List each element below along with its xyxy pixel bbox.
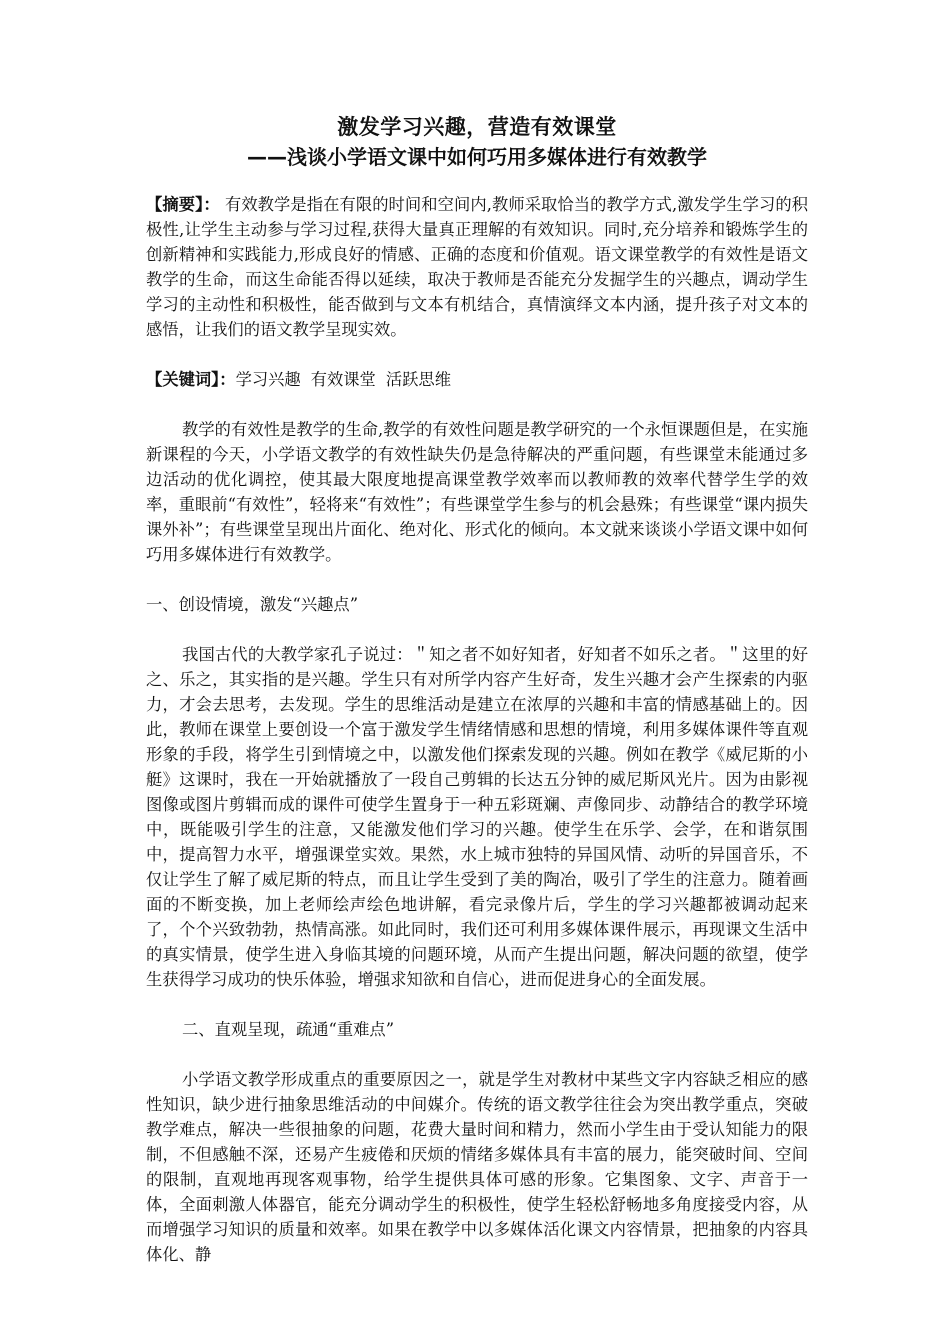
keyword-item: 活跃思维 [385,370,451,389]
abstract-colon: ： [203,195,220,214]
section-2-heading: 二、直观呈现，疏通“重难点” [182,1020,395,1039]
keyword-item: 学习兴趣 [235,370,301,389]
intro-paragraph: 教学的有效性是教学的生命,教学的有效性问题是教学研究的一个永恒课题但是，在实施新课程的今天，小学语文教学的有效性缺失仍是急待解决的严重问题，有些课堂未能通过多边活动的优化调控，使其最大限度地提高课堂教学效率而以教师教的效率代替学生学的效率，重眼前“有效性”，轻将来“有效性”；有些课堂学生参与的机会悬殊；有些课堂“课内损失课外补”；有些课堂呈现出片面化、绝对化、形式化的倾向。本文就来谈谈小学语文课中如何巧用多媒体进行有效教学。 [146,420,808,564]
abstract-paragraph [146,192,808,342]
section-2-paragraph: 小学语文教学形成重点的重要原因之一，就是学生对教材中某些文字内容缺乏相应的感性知识，缺少进行抽象思维活动的中间媒介。传统的语文教学往往会为突出教学重点，突破教学难点，解决一些很抽象的问题，花费大量时间和精力，然而小学生由于受认知能力的限制，不但感触不深，还易产生疲倦和厌烦的情绪多媒体具有丰富的展力，能突破时间、空间的限制，直观地再现客观事物，给学生提供具体可感的形象。它集图象、文字、声音于一体，全面刺激人体器官，能充分调动学生的积极性，使学生轻松舒畅地多角度接受内容，从而增强学习知识的质量和效率。如果在教学中以多媒体活化课文内容情景，把抽象的内容具体化、静 [146,1070,808,1264]
section-1-paragraph: 我国古代的大教学家孔子说过：＂知之者不如好知者，好知者不如乐之者。＂这里的好之、乐之，其实指的是兴趣。学生只有对所学内容产生好奇，发生兴趣才会产生探索的内驱力，才会去思考，去发现。学生的思维活动是建立在浓厚的兴趣和丰富的情感基础上的。因此，教师在课堂上要创设一个富于激发学生情绪情感和思想的情境，利用多媒体课件等直观形象的手段，将学生引到情境之中，以激发他们探索发现的兴趣。例如在教学《威尼斯的小艇》这课时，我在一开始就播放了一段自己剪辑的长达五分钟的威尼斯风光片。因为由影视图像或图片剪辑而成的课件可使学生置身于一种五彩斑斓、声像同步、动静结合的教学环境中，既能吸引学生的注意，又能激发他们学习的兴趣。使学生在乐学、会学，在和谐氛围中，提高智力水平，增强课堂实效。果然，水上城市独特的异国风情、动听的异国音乐，不仅让学生了解了威尼斯的特点，而且让学生受到了美的陶冶，吸引了学生的注意力。随着画面的不断变换，加上老师绘声绘色地讲解，看完录像片后，学生的学习兴趣都被调动起来了，个个兴致勃勃，热情高涨。如此同时，我们还可利用多媒体课件展示，再现课文生活中的真实情景，使学生进入身临其境的问题环境，从而产生提出问题，解决问题的欲望，使学生获得学习成功的快乐体验，增强求知欲和自信心，进而促进身心的全面发展。 [146,645,808,989]
section-1-heading: 一、创设情境，激发“兴趣点” [146,595,359,614]
document-subtitle: ——浅谈小学语文课中如何巧用多媒体进行有效教学 [247,145,707,169]
document-body [146,112,808,1267]
abstract-label: 【摘要】 [146,195,204,214]
keywords-label: 【关键词】 [146,370,220,389]
abstract-text: 有效教学是指在有限的时间和空间内,教师采取恰当的教学方式,激发学生学习的积极性,让学生主动参与学习过程,获得大量真正理解的有效知识。同时,充分培养和锻炼学生的创新精神和实践能力,形成良好的情感、正确的态度和价值观。语文课堂教学的有效性是语文教学的生命，而这生命能否得以延续，取决于教师是否能充分发掘学生的兴趣点，调动学生学习的主动性和积极性，能否做到与文本有机结合，真情演绎文本内涵，提升孩子对文本的感悟，让我们的语文教学呈现实效。 [146,195,809,339]
keywords-line [146,367,808,392]
keywords-colon: ： [219,370,236,389]
document-title: 激发学习兴趣，营造有效课堂 [337,115,617,139]
keyword-item: 有效课堂 [310,370,376,389]
